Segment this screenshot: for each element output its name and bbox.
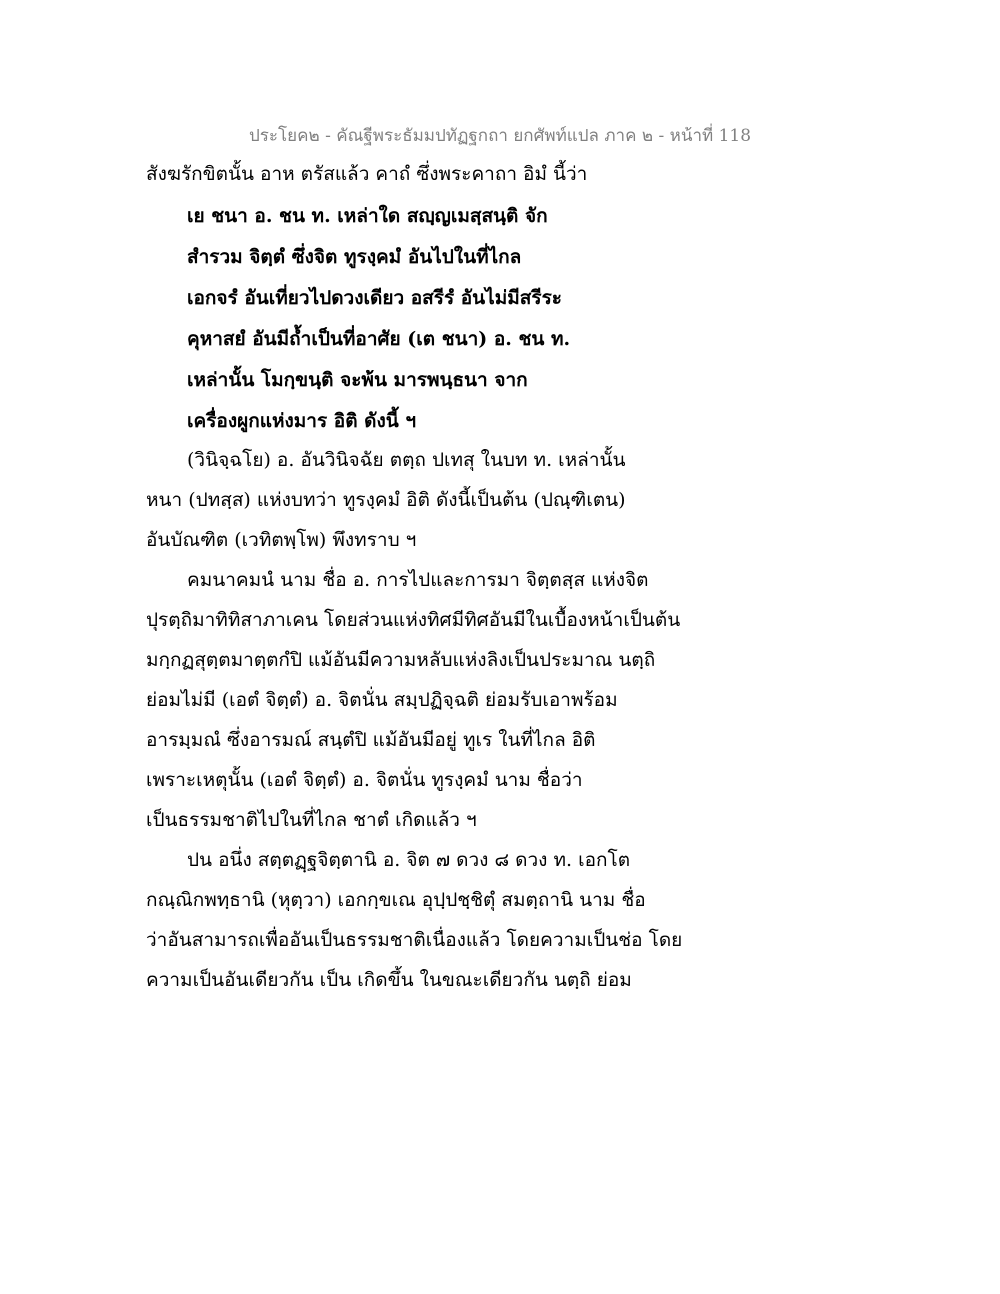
body-line: ปุรตฺถิมาทิทิสาภาเคน โดยส่วนแห่งทิศมีทิศอันมีในเบื้องหน้าเป็นต้น [146, 609, 681, 631]
body-line: ว่าอันสามารถเพื่ออันเป็นธรรมชาติเนื่องแล้ว โดยความเป็นช่อ โดย [146, 929, 683, 951]
body-line: (วินิจฺฉโย) อ. อันวินิจฉัย ตตฺถ ปเทสุ ในบท ท. เหล่านั้น [187, 449, 626, 471]
body-line: เพราะเหตุนั้น (เอตํ จิตฺตํ) อ. จิตนั่น ทูรงฺคมํ นาม ชื่อว่า [146, 769, 583, 791]
verse-line: เหล่านั้น โมกฺขนฺติ จะพ้น มารพนฺธนา จาก [187, 369, 528, 391]
running-header: ประโยค๒ - คัณฐีพระธัมมปทัฏฐกถา ยกศัพท์แปล ภาค ๒ - หน้าที่ 118 [248, 126, 752, 146]
body-line: ย่อมไม่มี (เอตํ จิตฺตํ) อ. จิตนั่น สมฺปฏิจฺฉติ ย่อมรับเอาพร้อม [146, 689, 618, 711]
body-line: อารมฺมณํ ซึ่งอารมณ์ สนฺตํปิ แม้อันมีอยู่ ทูเร ในที่ไกล อิติ [146, 729, 596, 751]
body-line: คมนาคมนํ นาม ชื่อ อ. การไปและการมา จิตฺตสฺส แห่งจิต [187, 569, 649, 591]
verse-line: เย ชนา อ. ชน ท. เหล่าใด สญฺญเมสฺสนฺติ จัก [187, 205, 548, 227]
body-line: ปน อนึ่ง สตฺตฏฺฐจิตฺตานิ อ. จิต ๗ ดวง ๘ ดวง ท. เอกโต [187, 849, 631, 871]
body-line: ความเป็นอันเดียวกัน เป็น เกิดขึ้น ในขณะเดียวกัน นตฺถิ ย่อม [146, 969, 632, 991]
verse-line: เอกจรํ อันเที่ยวไปดวงเดียว อสรีรํ อันไม่มีสรีระ [187, 287, 562, 309]
body-line: สังฆรักขิตนั้น อาห ตรัสแล้ว คาถํ ซึ่งพระคาถา อิมํ นี้ว่า [146, 163, 588, 185]
verse-line: สำรวม จิตฺตํ ซึ่งจิต ทูรงฺคมํ อันไปในที่ไกล [187, 246, 522, 268]
body-line: กณฺณิกพทฺธานิ (หุตฺวา) เอกกฺขเณ อุปฺปชฺชิตุํ สมตฺถานิ นาม ชื่อ [146, 889, 646, 911]
body-line: มกฺกฏสุตฺตมาตฺตกํปิ แม้อันมีความหลับแห่งลิงเป็นประมาณ นตฺถิ [146, 649, 656, 671]
body-line: เป็นธรรมชาติไปในที่ไกล ชาตํ เกิดแล้ว ฯ [146, 809, 477, 831]
verse-line: เครื่องผูกแห่งมาร อิติ ดังนี้ ฯ [187, 410, 417, 432]
body-line: หนา (ปทสฺส) แห่งบทว่า ทูรงฺคมํ อิติ ดังนี้เป็นต้น (ปณฺฑิเตน) [146, 489, 626, 511]
body-line: อันบัณฑิต (เวทิตพฺโพ) พึงทราบ ฯ [146, 529, 417, 551]
verse-line: คุหาสยํ อันมีถ้ำเป็นที่อาศัย (เต ชนา) อ. ชน ท. [187, 328, 571, 350]
